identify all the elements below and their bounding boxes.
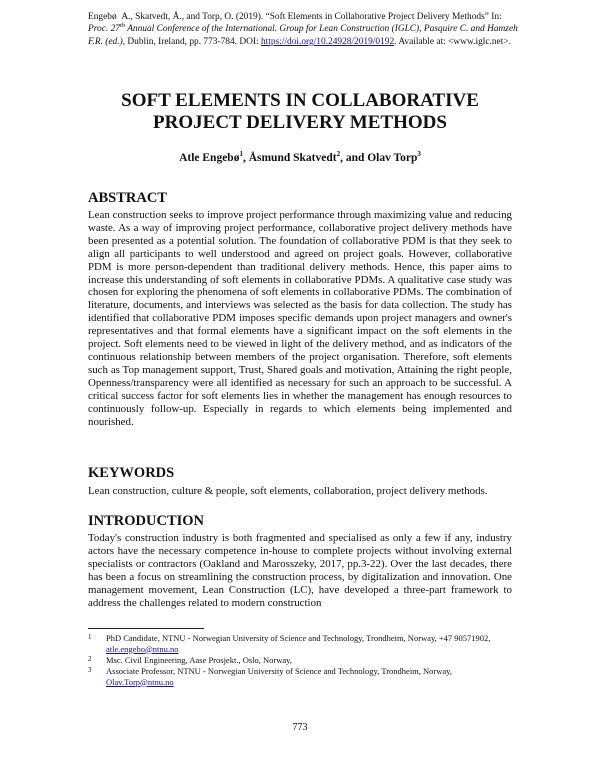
footnote-number: 2 <box>88 655 92 663</box>
citation-availability: . Available at: <www.iglc.net>. <box>394 36 511 47</box>
citation-location: Dublin, Ireland, pp. 773-784. DOI: <box>125 36 261 47</box>
citation-text: Engebø A., Skatvedt, Å., and Torp, O. (2019). “Soft Elements in Collaborative Project Delivery Methods” In: <box>88 12 502 22</box>
author-name: Åsmund Skatvedt <box>248 152 337 164</box>
email-link[interactable]: Olav.Torp@ntnu.no <box>106 676 174 687</box>
footnote-number: 1 <box>88 633 92 641</box>
author-footnote-mark: 3 <box>417 150 421 159</box>
author-name: Atle Engebø <box>179 152 240 164</box>
footnote-2: 2 Msc. Civil Engineering, Aase Prosjekt., Oslo, Norway, <box>88 655 292 665</box>
email-link[interactable]: atle.engebo@ntnu.no <box>106 643 179 654</box>
footnote-number: 3 <box>88 666 92 674</box>
abstract-text: Lean construction seeks to improve project performance through maximizing value and reducing waste. As a way of improving project performance, collaborative project delivery methods have been presented as a potential solution. The foundation of collaborative PDM is that they seek to align all participants to well understood and agreed on project goals. However, collaborative PDM is more person-dependent than traditional delivery methods. Hence, this paper aims to increase this understanding of soft elements in collaborative PDMs. A qualitative case study was chosen for exploring the phenomena of soft elements in collaborative PDMs. The combination of literature, documents, and interviews was selected as the basis for data collection. The study has identified that collaborative PDM imposes specific demands upon project managers and owner's representatives and that formal elements have a significant impact on the soft elements in the project. Soft elements need to be viewed in light of the delivery method, and as indicators of the continuous relationship between members of the project organisation. Therefore, soft elements such as Top management support, Trust, Shared goals and motivation, Attaining the right people, Openness/transparency were all identified as necessary for such an approach to be successful. A critical success factor for soft elements lies in whether the management has enough resources to continuously follow-up. Especially in regards to which elements being implemented and nourished. <box>88 209 512 428</box>
author-footnote-mark: 1 <box>239 150 243 159</box>
footnote-3: 3 Associate Professor, NTNU - Norwegian University of Science and Technology, Trondheim, Norway, Olav.Torp@ntnu.no <box>88 666 453 687</box>
keywords-heading: KEYWORDS <box>88 465 175 481</box>
footnote-1: 1 PhD Candidate, NTNU - Norwegian University of Science and Technology, Trondheim, Norway, +47 90571902, atle.engebo@ntnu.no <box>88 633 491 654</box>
citation-header <box>88 11 520 48</box>
citation-proceedings: Proc. 27th Annual Conference of the International. Group for Lean Construction (IGLC), Pasquire C. and Hamzeh F.R. (ed.), <box>88 22 518 47</box>
keywords-text: Lean construction, culture & people, soft elements, collaboration, project delivery methods. <box>88 485 488 497</box>
author-footnote-mark: 2 <box>336 150 341 159</box>
paper-title: SOFT ELEMENTS IN COLLABORATIVE PROJECT DELIVERY METHODS <box>121 90 479 133</box>
author-list: Atle Engebø$^1$, Åsmund Skatvedt$^2$, and Olav Torp$^3$ <box>179 150 421 164</box>
doi-link[interactable]: https://doi.org/10.24928/2019/0192 <box>260 36 395 47</box>
author-name: Olav Torp <box>367 152 418 164</box>
abstract-heading: ABSTRACT <box>88 190 167 206</box>
page-number: 773 <box>292 722 308 733</box>
footnote-divider <box>88 628 204 629</box>
introduction-heading: INTRODUCTION <box>88 513 205 529</box>
introduction-text: Today's construction industry is both fragmented and specialised as only a few if any, industry actors have the necessary competence in-house to complete projects without involving external specialists or contractors (Oakland and Marosszeky, 2017, pp.3-22). Over the last decades, there has been a focus on streamlining the construction process, by digitalization and innovation. One management movement, Lean Construction (LC), have developed a three-part framework to address the challenges related to modern construction <box>88 532 512 609</box>
